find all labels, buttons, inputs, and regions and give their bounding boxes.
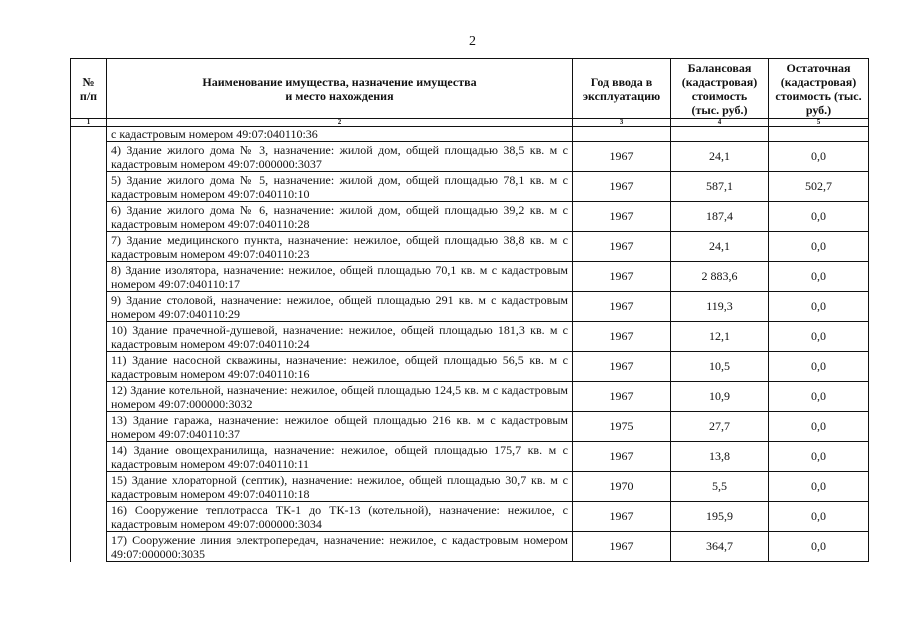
table-header-row [71, 59, 869, 119]
property-name: 8) Здание изолятора, назначение: нежилое, общей площадью 70,1 кв. м с кадастровым номером 49:07:040110:17 [107, 262, 573, 292]
balance-value: 12,1 [671, 322, 769, 352]
continued-row-text: с кадастровым номером 49:07:040110:36 [107, 127, 573, 142]
residual-value: 0,0 [769, 382, 869, 412]
header-num: № п/п [71, 59, 107, 119]
table-row [71, 262, 869, 292]
property-name: 9) Здание столовой, назначение: нежилое, общей площадью 291 кв. м с кадастровым номером 49:07:040110:29 [107, 292, 573, 322]
table-row [71, 232, 869, 262]
commission-year: 1967 [573, 202, 671, 232]
table-row [71, 442, 869, 472]
page-number: 2 [469, 34, 476, 49]
property-name: 11) Здание насосной скважины, назначение: нежилое, общей площадью 56,5 кв. м с кадастровым номером 49:07:040110:16 [107, 352, 573, 382]
property-name: 6) Здание жилого дома № 6, назначение: жилой дом, общей площадью 39,2 кв. м с кадастровым номером 49:07:040110:28 [107, 202, 573, 232]
row-number-cell [71, 472, 107, 502]
property-name: 12) Здание котельной, назначение: нежилое, общей площадью 124,5 кв. м с кадастровым номером 49:07:000000:3032 [107, 382, 573, 412]
balance-value: 10,9 [671, 382, 769, 412]
row-number-cell [71, 502, 107, 532]
residual-value: 0,0 [769, 262, 869, 292]
row-number-cell [71, 142, 107, 172]
row-number-cell [71, 202, 107, 232]
empty-cell [769, 127, 869, 142]
column-number: 4 [671, 119, 769, 127]
commission-year: 1967 [573, 322, 671, 352]
row-number-cell [71, 412, 107, 442]
balance-value: 195,9 [671, 502, 769, 532]
property-name: 17) Сооружение линия электропередач, назначение: нежилое, с кадастровым номером 49:07:000000:3035 [107, 532, 573, 562]
property-name: 7) Здание медицинского пункта, назначение: нежилое, общей площадью 38,8 кв. м с кадастровым номером 49:07:040110:23 [107, 232, 573, 262]
property-name: 13) Здание гаража, назначение: нежилое общей площадью 216 кв. м с кадастровым номером 49:07:040110:37 [107, 412, 573, 442]
residual-value: 0,0 [769, 322, 869, 352]
balance-value: 24,1 [671, 142, 769, 172]
residual-value: 0,0 [769, 142, 869, 172]
commission-year: 1967 [573, 172, 671, 202]
balance-value: 5,5 [671, 472, 769, 502]
row-number-cell [71, 262, 107, 292]
column-number-row [71, 119, 869, 127]
balance-value: 2 883,6 [671, 262, 769, 292]
table-row [71, 172, 869, 202]
row-number-cell [71, 322, 107, 352]
table-row [71, 532, 869, 562]
balance-value: 27,7 [671, 412, 769, 442]
balance-value: 119,3 [671, 292, 769, 322]
table-row [71, 352, 869, 382]
residual-value: 0,0 [769, 502, 869, 532]
residual-value: 0,0 [769, 412, 869, 442]
table-row [71, 502, 869, 532]
residual-value: 0,0 [769, 532, 869, 562]
row-number-cell [71, 172, 107, 202]
table-row [71, 142, 869, 172]
property-name: 14) Здание овощехранилища, назначение: нежилое, общей площадью 175,7 кв. м с кадастровым номером 49:07:040110:11 [107, 442, 573, 472]
row-number-cell [71, 442, 107, 472]
balance-value: 24,1 [671, 232, 769, 262]
residual-value: 0,0 [769, 202, 869, 232]
header-year: Год ввода в эксплуатацию [573, 59, 671, 119]
commission-year: 1967 [573, 532, 671, 562]
row-number-cell [71, 232, 107, 262]
balance-value: 13,8 [671, 442, 769, 472]
header-balance: Балансовая (кадастровая) стоимость (тыс. руб.) [671, 59, 769, 119]
commission-year: 1967 [573, 502, 671, 532]
row-number-cell [71, 292, 107, 322]
property-name: 16) Сооружение теплотрасса ТК-1 до ТК-13 (котельной), назначение: нежилое, с кадастровым номером 49:07:000000:3034 [107, 502, 573, 532]
commission-year: 1967 [573, 262, 671, 292]
property-table [70, 58, 869, 562]
commission-year: 1970 [573, 472, 671, 502]
balance-value: 187,4 [671, 202, 769, 232]
balance-value: 364,7 [671, 532, 769, 562]
empty-cell [573, 127, 671, 142]
residual-value: 0,0 [769, 472, 869, 502]
commission-year: 1967 [573, 142, 671, 172]
table-row [71, 202, 869, 232]
continued-row [71, 127, 869, 142]
header-residual: Остаточная (кадастровая) стоимость (тыс. руб.) [769, 59, 869, 119]
row-number-cell [71, 352, 107, 382]
row-number-cell [71, 382, 107, 412]
commission-year: 1975 [573, 412, 671, 442]
commission-year: 1967 [573, 352, 671, 382]
property-name: 5) Здание жилого дома № 5, назначение: жилой дом, общей площадью 78,1 кв. м с кадастровым номером 49:07:040110:10 [107, 172, 573, 202]
residual-value: 0,0 [769, 352, 869, 382]
table-row [71, 412, 869, 442]
commission-year: 1967 [573, 232, 671, 262]
commission-year: 1967 [573, 382, 671, 412]
table-row [71, 292, 869, 322]
column-number: 5 [769, 119, 869, 127]
row-number-cell [71, 127, 107, 142]
column-number: 2 [107, 119, 573, 127]
property-name: 15) Здание хлораторной (септик), назначение: нежилое, общей площадью 30,7 кв. м с кадастровым номером 49:07:040110:18 [107, 472, 573, 502]
balance-value: 10,5 [671, 352, 769, 382]
table-row [71, 382, 869, 412]
row-number-cell [71, 532, 107, 562]
residual-value: 0,0 [769, 442, 869, 472]
commission-year: 1967 [573, 292, 671, 322]
residual-value: 0,0 [769, 232, 869, 262]
table-row [71, 472, 869, 502]
column-number: 1 [71, 119, 107, 127]
residual-value: 502,7 [769, 172, 869, 202]
empty-cell [671, 127, 769, 142]
residual-value: 0,0 [769, 292, 869, 322]
commission-year: 1967 [573, 442, 671, 472]
property-name: 10) Здание прачечной-душевой, назначение: нежилое, общей площадью 181,3 кв. м с кадастровым номером 49:07:040110:24 [107, 322, 573, 352]
table-row [71, 322, 869, 352]
column-number: 3 [573, 119, 671, 127]
property-name: 4) Здание жилого дома № 3, назначение: жилой дом, общей площадью 38,5 кв. м с кадастровым номером 49:07:000000:3037 [107, 142, 573, 172]
header-name: Наименование имущества, назначение имущества и место нахождения [107, 59, 573, 119]
balance-value: 587,1 [671, 172, 769, 202]
